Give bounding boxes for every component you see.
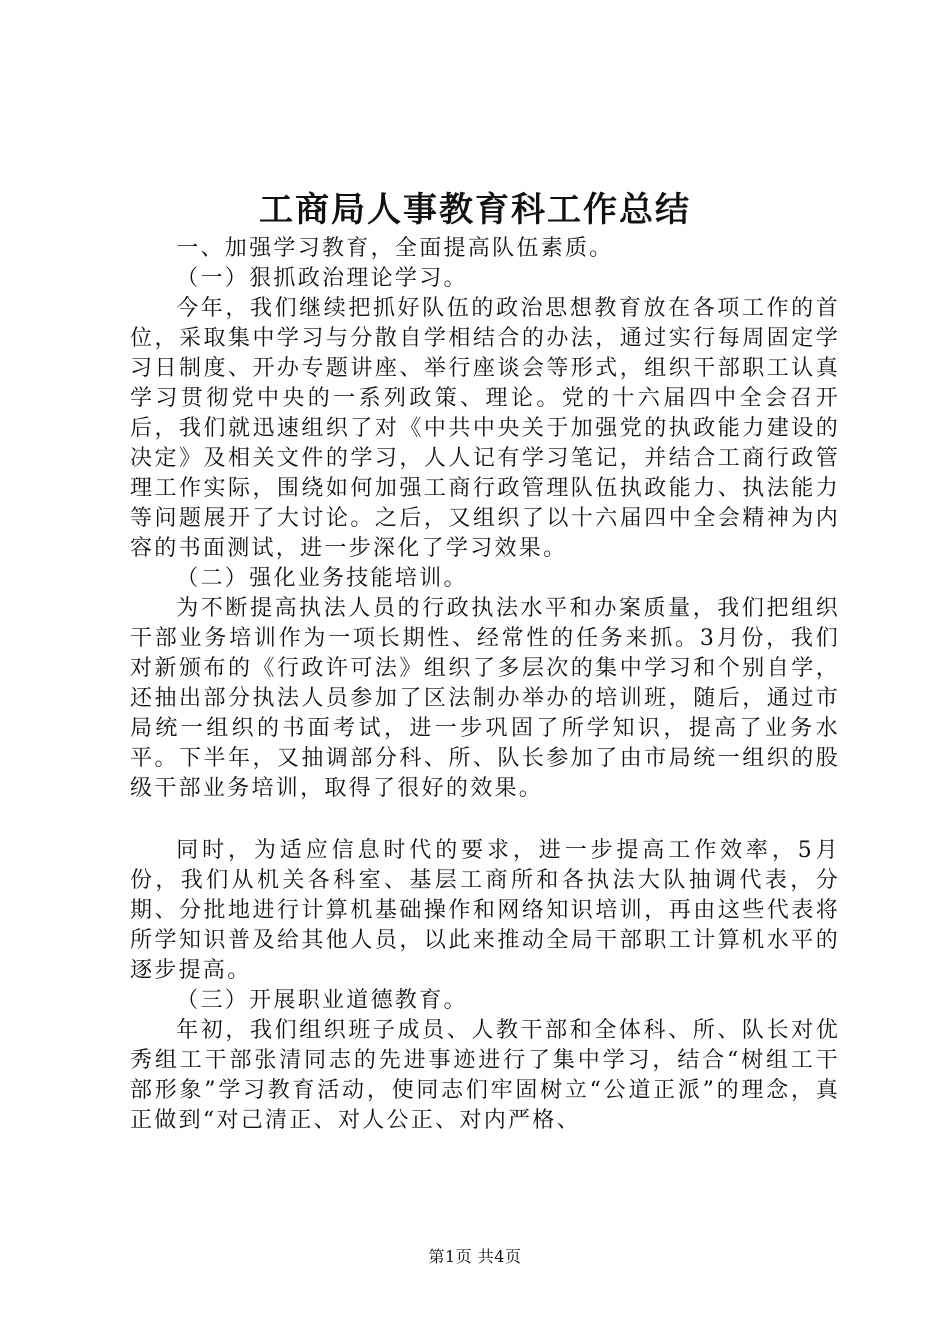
subsection-heading: （二）强化业务技能培训。 xyxy=(176,566,468,591)
document-title: 工商局人事教育科工作总结 xyxy=(259,190,691,230)
body-paragraph: 年初，我们组织班子成员、人教干部和全体科、所、队长对优秀组工干部张清同志的先进事迹进行了集中学习，结合“树组工干部形象”学习教育活动，使同志们牢固树立“公道正派”的理念，真正做到“对己清正、对人公正、对内严格、 xyxy=(130,1018,840,1133)
body-paragraph: 同时，为适应信息时代的要求，进一步提高工作效率，5月份，我们从机关各科室、基层工商所和各执法大队抽调代表，分期、分批地进行计算机基础操作和网络知识培训，再由这些代表将所学知识普及给其他人员，以此来推动全局干部职工计算机水平的逐步提高。 xyxy=(130,838,840,983)
subsection-heading: （三）开展职业道德教育。 xyxy=(176,988,468,1013)
body-paragraph: 今年，我们继续把抓好队伍的政治思想教育放在各项工作的首位，采取集中学习与分散自学相结合的办法，通过实行每周固定学习日制度、开办专题讲座、举行座谈会等形式，组织干部职工认真学习贯彻党中央的一系列政策、理论。党的十六届四中全会召开后，我们就迅速组织了对《中共中央关于加强党的执政能力建设的决定》及相关文件的学习，人人记有学习笔记，并结合工商行政管理工作实际，围绕如何加强工商行政管理队伍执政能力、执法能力等问题展开了大讨论。之后，又组织了以十六届四中全会精神为内容的书面测试，进一步深化了学习效果。 xyxy=(130,296,840,561)
body-paragraph: 为不断提高执法人员的行政执法水平和办案质量，我们把组织干部业务培训作为一项长期性、经常性的任务来抓。3月份，我们对新颁布的《行政许可法》组织了多层次的集中学习和个别自学，还抽出部分执法人员参加了区法制办举办的培训班，随后，通过市局统一组织的书面考试，进一步巩固了所学知识，提高了业务水平。下半年，又抽调部分科、所、队长参加了由市局统一组织的股级干部业务培训，取得了很好的效果。 xyxy=(130,596,840,801)
subsection-heading: （一）狠抓政治理论学习。 xyxy=(176,266,468,291)
page-number-footer: 第1页 共4页 xyxy=(428,1247,522,1266)
document-body xyxy=(130,234,840,1136)
section-heading: 一、加强学习教育，全面提高队伍素质。 xyxy=(176,236,614,261)
